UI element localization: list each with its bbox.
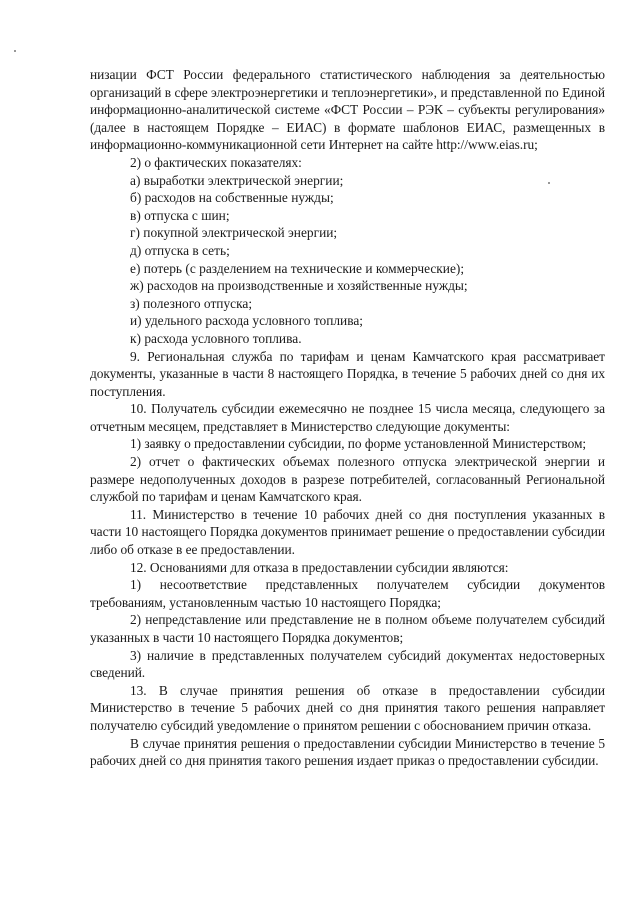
paragraph-10-2: 2) отчет о фактических объемах полезного отпуска электрической энергии и размере недополученных доходов в разрезе потребителей, согласованный Региональной службой по тарифам и ценам Камчатского края.	[90, 454, 605, 505]
paragraph-9: 9. Региональная служба по тарифам и ценам Камчатского края рассматривает документы, указанные в части 8 настоящего Порядка, в течение 5 рабочих дней со дня их поступления.	[90, 348, 605, 399]
list-item: в) отпуска с шин;	[130, 207, 230, 223]
scan-speck	[14, 50, 16, 52]
list-item: ж) расходов на производственные и хозяйственные нужды;	[130, 278, 468, 294]
list-item: б) расходов на собственные нужды;	[130, 190, 334, 206]
list-item: г) покупной электрической энергии;	[130, 225, 338, 241]
list-item: д) отпуска в сеть;	[130, 242, 230, 258]
paragraph-13: 13. В случае принятия решения об отказе в предоставлении субсидии Министерство в течение 5 рабочих дней со дня принятия такого решения направляет получателю субсидий уведомление о принятом решении с обоснованием причин отказа.	[90, 682, 605, 733]
list-item: и) удельного расхода условного топлива;	[130, 313, 364, 329]
paragraph-10-1: 1) заявку о предоставлении субсидии, по форме установленной Министерством;	[130, 436, 587, 452]
paragraph-12-1: 1) несоответствие представленных получателем субсидии документов требованиям, установленным частью 10 настоящего Порядка;	[90, 577, 605, 610]
paragraph-12-2: 2) непредставление или представление не в полном объеме получателем субсидий указанных в части 10 настоящего Порядка документов;	[90, 612, 605, 645]
paragraph-section-2: 2) о фактических показателях:	[130, 154, 302, 170]
paragraph-12-3: 3) наличие в представленных получателем субсидий документах недостоверных сведений.	[90, 647, 605, 681]
paragraph-13-decision: В случае принятия решения о предоставлении субсидии Министерство в течение 5 рабочих дней со дня принятия такого решения издает приказ о предоставлении субсидии.	[90, 735, 605, 769]
paragraph-11: 11. Министерство в течение 10 рабочих дней со дня поступления указанных в части 10 настоящего Порядка документов принимает решение о предоставлении субсидии либо об отказе в ее предоставлении.	[90, 506, 605, 558]
paragraph-12: 12. Основаниями для отказа в предоставлении субсидии являются:	[130, 559, 509, 575]
list-item: з) полезного отпуска;	[130, 295, 253, 311]
list-item: к) расхода условного топлива.	[130, 330, 302, 346]
list-item: е) потерь (с разделением на технические и коммерческие);	[130, 260, 465, 276]
paragraph-10: 10. Получатель субсидии ежемесячно не позднее 15 числа месяца, следующего за отчетным месяцем, представляет в Министерство следующие документы:	[90, 401, 605, 434]
list-item: а) выработки электрической энергии;	[130, 172, 344, 188]
paragraph-continuation: низации ФСТ России федерального статистического наблюдения за деятельностью организаций в сфере электроэнергетики и теплоэнергетики», и представленной по Единой информационно-аналитической системе «ФСТ России – РЭК – субъекты регулирования» (далее в настоящем Порядке – ЕИАС) в формате шаблонов ЕИАС, размещенных в информационно-коммуникационной сети Интернет на сайте http://www.eias.ru;	[90, 67, 605, 153]
scan-speck	[548, 182, 550, 184]
